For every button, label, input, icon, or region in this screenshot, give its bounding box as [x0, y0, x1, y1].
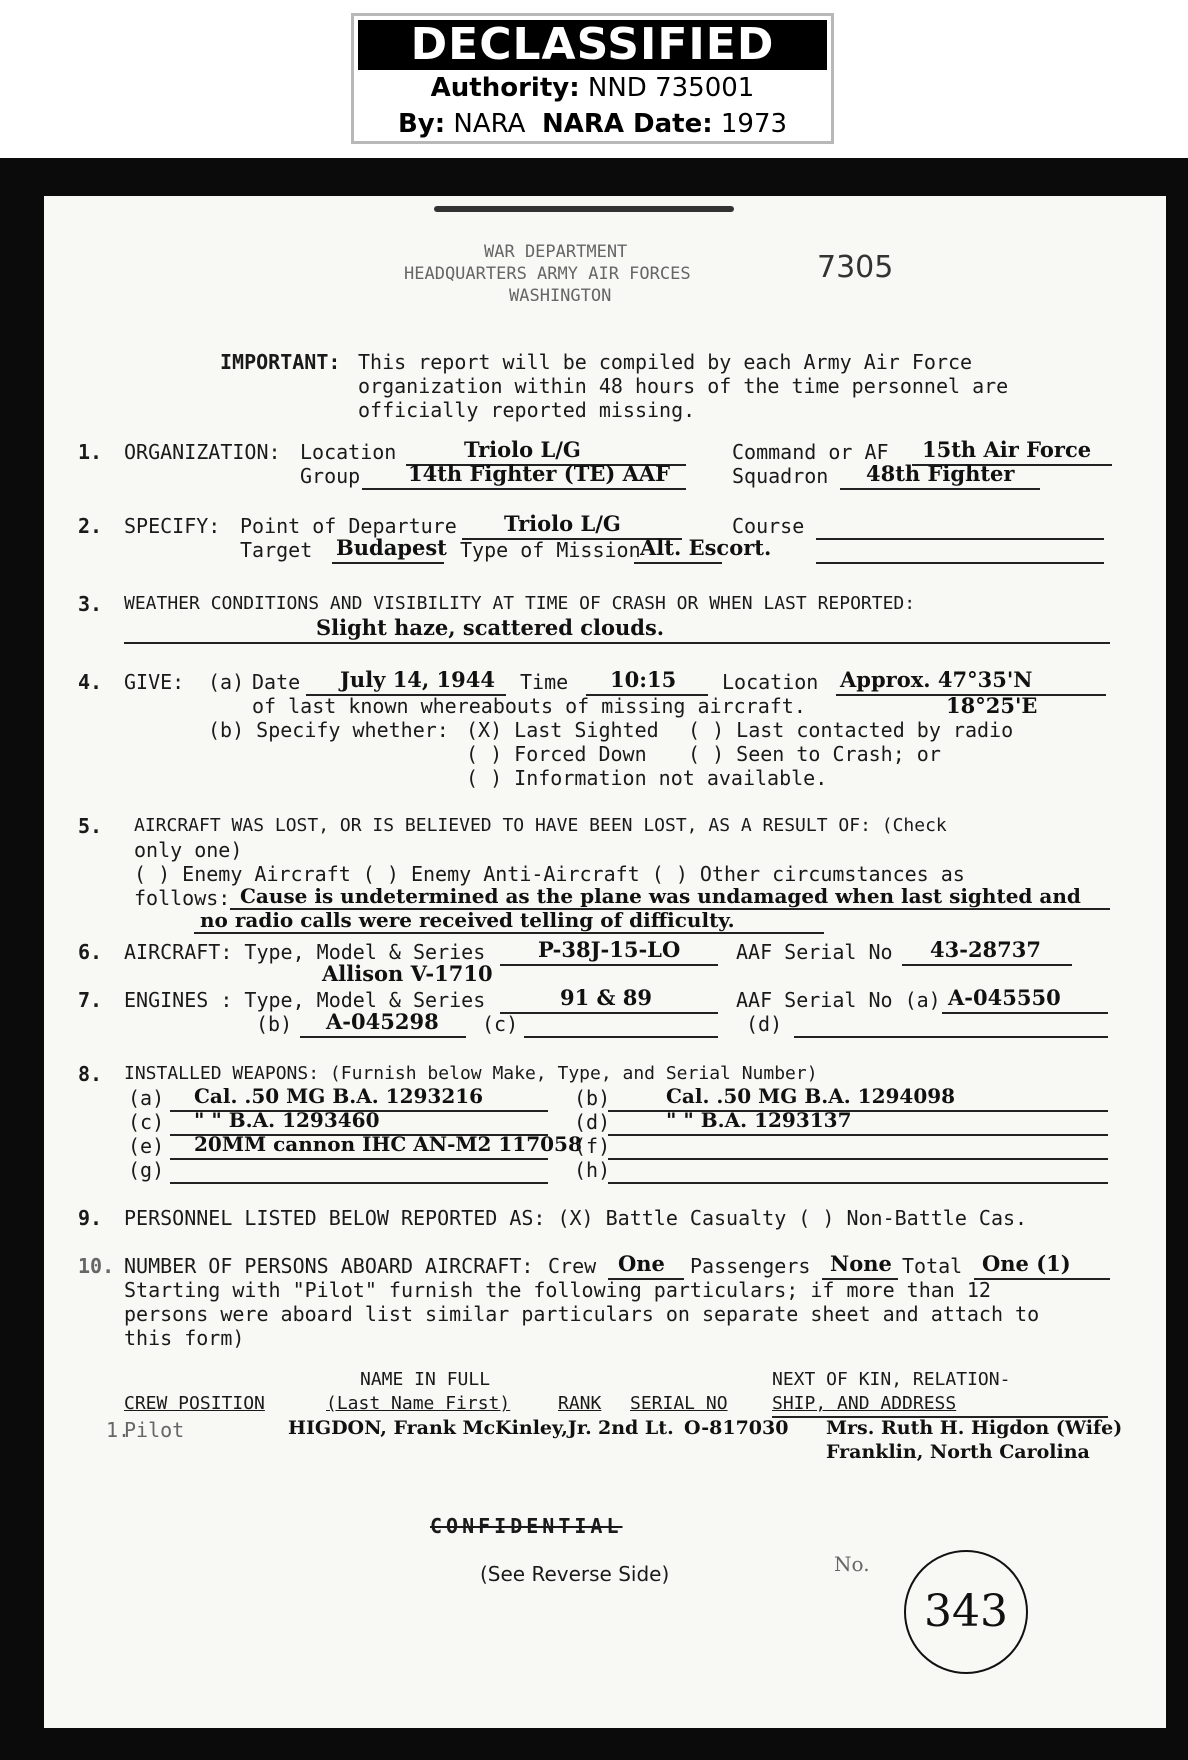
loc-value2: 18°25'E [946, 693, 1038, 718]
date-value: July 14, 1944 [340, 667, 495, 692]
item9-number: 9. [78, 1206, 103, 1230]
col-kin: SHIP, AND ADDRESS [772, 1393, 957, 1414]
mission-underline [634, 562, 722, 564]
engine-name: Allison V-1710 [322, 961, 493, 986]
weather-value: Slight haze, scattered clouds. [316, 615, 665, 640]
item10-line2: Starting with "Pilot" furnish the following particulars; if more than 12 [124, 1278, 991, 1302]
target-underline [332, 562, 444, 564]
engine-serial-a-underline [942, 1012, 1108, 1014]
specify-label: (b) Specify whether: [208, 718, 449, 742]
weapon-f-label: (f) [574, 1134, 611, 1158]
scan-frame [0, 158, 1188, 1760]
weapon-c-value: " " B.A. 1293460 [194, 1108, 380, 1132]
passengers-label: Passengers [690, 1254, 811, 1278]
weapon-g-label: (g) [128, 1158, 165, 1182]
follows-label: follows: [134, 886, 231, 910]
item4-number: 4. [78, 670, 103, 694]
engine-c-underline [524, 1036, 718, 1038]
course-underline [816, 538, 1104, 540]
aircraft-serial-label: AAF Serial No [736, 940, 893, 964]
item10-line3: persons were aboard list similar particulars on separate sheet and attach to [124, 1302, 1040, 1326]
item1-number: 1. [78, 440, 103, 464]
squadron-label: Squadron [732, 464, 829, 488]
item7-label: ENGINES : Type, Model & Series [124, 988, 486, 1012]
weapon-d-underline [608, 1134, 1108, 1136]
weapon-d-label: (d) [574, 1110, 611, 1134]
important-label: IMPORTANT: [220, 350, 341, 374]
item2-label: SPECIFY: [124, 514, 221, 538]
whereabouts-text: of last known whereabouts of missing aircraft. [252, 694, 806, 718]
stamp-title: DECLASSIFIED [358, 20, 827, 70]
engine-b-label: (b) [256, 1012, 293, 1036]
weapon-e-value: 20MM cannon IHC AN-M2 117058 [194, 1132, 582, 1156]
number-label: No. [834, 1552, 870, 1576]
aircraft-serial-underline [902, 964, 1072, 966]
weapon-h-label: (h) [574, 1158, 611, 1182]
item10-number: 10. [78, 1254, 115, 1278]
weapon-g-underline [170, 1182, 548, 1184]
option-last-sighted: (X) Last Sighted [466, 718, 659, 742]
aircraft-serial-value: 43-28737 [930, 937, 1041, 962]
engine-d-underline [794, 1036, 1108, 1038]
document-page [44, 196, 1166, 1728]
aircraft-type-value: P-38J-15-LO [538, 937, 681, 962]
command-value: 15th Air Force [922, 437, 1092, 462]
weapon-e-label: (e) [128, 1134, 165, 1158]
crew-label: Crew [548, 1254, 597, 1278]
option-seen-crash: ( ) Seen to Crash; or [688, 742, 941, 766]
item5-number: 5. [78, 814, 103, 838]
location-label: Location [300, 440, 397, 464]
engine-serial-a: A-045550 [948, 985, 1061, 1010]
header-hq: HEADQUARTERS ARMY AIR FORCES [404, 264, 691, 284]
important-line1: This report will be compiled by each Army Air Force [358, 350, 973, 374]
option-radio: ( ) Last contacted by radio [688, 718, 1014, 742]
col-kin-top: NEXT OF KIN, RELATION- [772, 1369, 1011, 1390]
squadron-value: 48th Fighter [866, 461, 1015, 486]
departure-value: Triolo L/G [504, 511, 621, 536]
header-city: WASHINGTON [509, 286, 612, 306]
crew-value: One [618, 1251, 665, 1276]
date-label: Date [252, 670, 301, 694]
item10-line4: this form) [124, 1326, 245, 1350]
passengers-value: None [830, 1251, 892, 1276]
col-position: CREW POSITION [124, 1393, 265, 1414]
col-rank: RANK [558, 1393, 602, 1414]
important-line2: organization within 48 hours of the time personnel are [358, 374, 1009, 398]
item5-line3: ( ) Enemy Aircraft ( ) Enemy Anti-Aircraft ( ) Other circumstances as [134, 862, 965, 886]
cause-underline2 [194, 932, 824, 934]
header-dept: WAR DEPARTMENT [484, 242, 628, 262]
weapon-b-label: (b) [574, 1086, 611, 1110]
circled-number-value: 343 [924, 1586, 1008, 1637]
location-value: Triolo L/G [464, 437, 581, 462]
cause-line2: no radio calls were received telling of difficulty. [200, 908, 735, 932]
col-serial: SERIAL NO [630, 1393, 728, 1414]
weapon-f-underline [608, 1158, 1108, 1160]
squadron-underline [840, 488, 1040, 490]
mission-value: Alt. Escort. [640, 535, 772, 560]
weapon-e-underline [170, 1158, 548, 1160]
important-line3: officially reported missing. [358, 398, 696, 422]
option-no-info: ( ) Information not available. [466, 766, 828, 790]
item4-label: GIVE: [124, 670, 185, 694]
row1-position: Pilot [124, 1418, 185, 1442]
time-value: 10:15 [610, 667, 677, 692]
departure-label: Point of Departure [240, 514, 457, 538]
item6-number: 6. [78, 940, 103, 964]
engine-d-label: (d) [746, 1012, 783, 1036]
item1-label: ORGANIZATION: [124, 440, 281, 464]
confidential-mark: CONFIDENTIAL [430, 1514, 623, 1538]
item7-number: 7. [78, 988, 103, 1012]
item6-label: AIRCRAFT: Type, Model & Series [124, 940, 486, 964]
weapon-b-value: Cal. .50 MG B.A. 1294098 [666, 1084, 956, 1108]
row1-serial: O-817030 [684, 1417, 789, 1439]
engine-serial-label: AAF Serial No (a) [736, 988, 941, 1012]
see-reverse: (See Reverse Side) [480, 1562, 670, 1586]
ink-smudge [434, 206, 734, 212]
row1-name: HIGDON, Frank McKinley,Jr. [288, 1417, 592, 1439]
item9-text: PERSONNEL LISTED BELOW REPORTED AS: (X) Battle Casualty ( ) Non-Battle Cas. [124, 1206, 1028, 1230]
aircraft-type-underline [500, 964, 718, 966]
weapon-a-value: Cal. .50 MG B.A. 1293216 [194, 1084, 484, 1108]
group-underline [362, 488, 686, 490]
engine-c-label: (c) [482, 1012, 519, 1036]
item3-label: WEATHER CONDITIONS AND VISIBILITY AT TIME OF CRASH OR WHEN LAST REPORTED: [124, 593, 916, 614]
group-value: 14th Fighter (TE) AAF [408, 461, 671, 486]
total-value: One (1) [982, 1251, 1071, 1276]
row1-rank: 2nd Lt. [598, 1417, 674, 1439]
engine-model-value: 91 & 89 [560, 985, 653, 1010]
row1-address: Franklin, North Carolina [826, 1441, 1090, 1463]
time-label: Time [520, 670, 569, 694]
course-label: Course [732, 514, 805, 538]
weather-underline [124, 642, 1110, 644]
item4-a: (a) [208, 670, 245, 694]
total-label: Total [902, 1254, 963, 1278]
item5-line2: only one) [134, 838, 243, 862]
option-forced-down: ( ) Forced Down [466, 742, 647, 766]
weapon-h-underline [608, 1182, 1108, 1184]
item8-number: 8. [78, 1062, 103, 1086]
row1-number: 1. [106, 1418, 131, 1442]
document-number: 7305 [817, 250, 894, 285]
declassified-stamp [351, 13, 834, 144]
item8-label: INSTALLED WEAPONS: (Furnish below Make, Type, and Serial Number) [124, 1063, 818, 1084]
item3-number: 3. [78, 592, 103, 616]
target-value: Budapest [336, 535, 447, 560]
stamp-by: By: NARA NARA Date: 1973 [397, 109, 788, 139]
col-name-top: NAME IN FULL [360, 1369, 491, 1390]
item2-number: 2. [78, 514, 103, 538]
cause-line1: Cause is undetermined as the plane was undamaged when last sighted and [240, 884, 1081, 908]
command-label: Command or AF [732, 440, 889, 464]
stamp-authority: Authority: NND 735001 [430, 73, 755, 103]
engine-serial-b-underline [300, 1036, 466, 1038]
weapon-c-label: (c) [128, 1110, 165, 1134]
engine-model-underline [500, 1012, 718, 1014]
weapon-a-label: (a) [128, 1086, 165, 1110]
item10-label: NUMBER OF PERSONS ABOARD AIRCRAFT: [124, 1254, 534, 1278]
weapon-d-value: " " B.A. 1293137 [666, 1108, 852, 1132]
loc-value1: Approx. 47°35'N [840, 667, 1033, 692]
item5-line1: AIRCRAFT WAS LOST, OR IS BELIEVED TO HAVE BEEN LOST, AS A RESULT OF: (Check [134, 815, 947, 836]
loc-label: Location [722, 670, 819, 694]
engine-serial-b: A-045298 [326, 1009, 439, 1034]
group-label: Group [300, 464, 361, 488]
total-underline [974, 1278, 1110, 1280]
target-label: Target [240, 538, 313, 562]
mission-extra-underline [816, 562, 1104, 564]
row1-kin: Mrs. Ruth H. Higdon (Wife) [826, 1417, 1123, 1439]
mission-label: Type of Mission [460, 538, 641, 562]
circled-number [904, 1550, 1028, 1674]
col-name: (Last Name First) [326, 1393, 511, 1414]
